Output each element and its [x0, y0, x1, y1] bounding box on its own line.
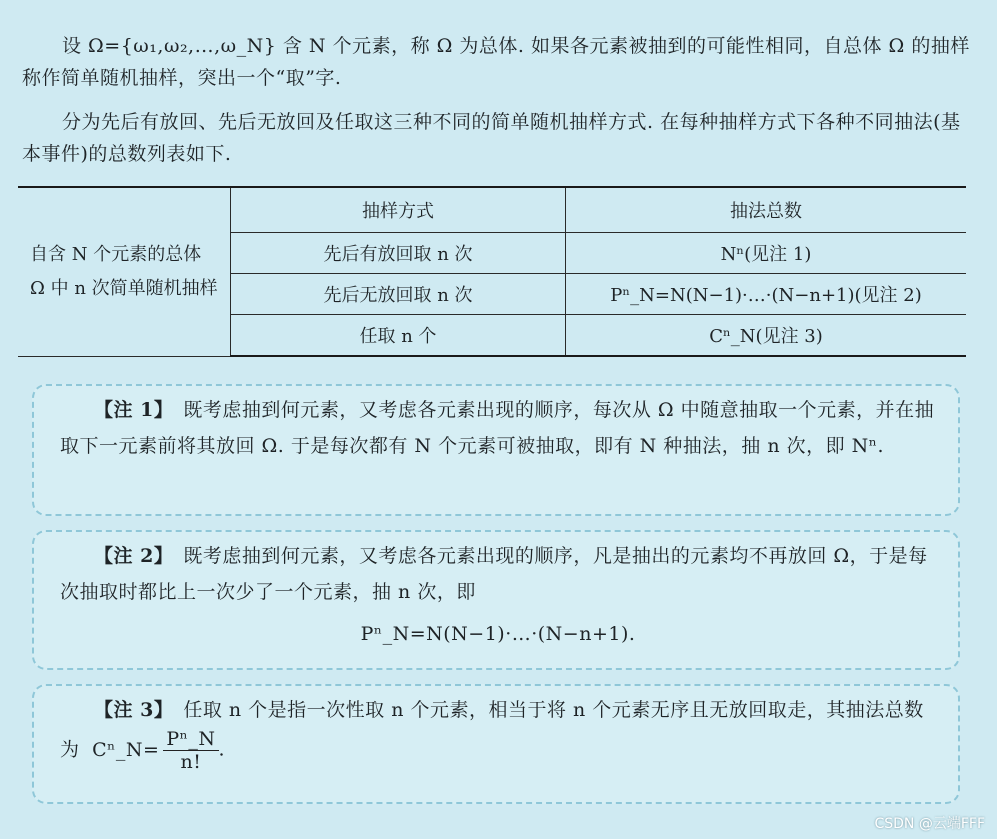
- note-3-label: 【注 3】: [94, 699, 174, 721]
- note-3-box: [32, 684, 960, 804]
- note-1-text: 既考虑抽到何元素，又考虑各元素出现的顺序，每次从 Ω 中随意抽取一个元素，并在抽取下一元素前将其放回 Ω. 于是每次都有 N 个元素可被抽取，即有 N 种抽法，抽 n 次，即 Nⁿ.: [60, 399, 935, 457]
- note-2-label: 【注 2】: [94, 545, 174, 567]
- count-cell: Pⁿ_N=N(N−1)·…·(N−n+1)(见注 2): [566, 274, 967, 315]
- note-1-label: 【注 1】: [94, 399, 174, 421]
- watermark: CSDN @云端FFF: [874, 816, 985, 832]
- intro-paragraph-1: 设 Ω={ω₁,ω₂,…,ω_N} 含 N 个元素，称 Ω 为总体. 如果各元素被抽到的可能性相同，自总体 Ω 的抽样称作简单随机抽样，突出一个“取”字.: [22, 35, 970, 89]
- count-cell: Nⁿ(见注 1): [566, 233, 967, 274]
- fraction-denominator: n!: [180, 751, 202, 773]
- method-cell: 任取 n 个: [231, 315, 566, 357]
- note-2-text: 既考虑抽到何元素，又考虑各元素出现的顺序，凡是抽出的元素均不再放回 Ω，于是每次抽取时都比上一次少了一个元素，抽 n 次，即: [60, 545, 928, 603]
- note-2-box: [32, 530, 960, 670]
- method-cell: 先后有放回取 n 次: [231, 233, 566, 274]
- note-3-formula-end: .: [218, 738, 226, 761]
- note-2-formula: Pⁿ_N=N(N−1)·…·(N−n+1).: [360, 623, 636, 645]
- sampling-table: [18, 186, 966, 358]
- table-row-header: 自含 N 个元素的总体 Ω 中 n 次简单随机抽样: [18, 187, 231, 356]
- column-header-method: 抽样方式: [231, 187, 566, 233]
- note-3-fraction: [163, 728, 218, 773]
- method-cell: 先后无放回取 n 次: [231, 274, 566, 315]
- note-1-box: [32, 384, 960, 516]
- intro-paragraph-2: 分为先后有放回、先后无放回及任取这三种不同的简单随机抽样方式. 在每种抽样方式下各种不同抽法(基本事件)的总数列表如下.: [22, 111, 961, 165]
- table-header-row: [18, 187, 966, 233]
- count-cell: Cⁿ_N(见注 3): [566, 315, 967, 357]
- fraction-numerator: Pⁿ_N: [163, 728, 218, 751]
- note-3-formula-lhs: Cⁿ_N=: [92, 738, 160, 761]
- sampling-methods-table: [18, 186, 966, 357]
- note-3-text: 任取 n 个是指一次性取 n 个元素，相当于将 n 个元素无序且无放回取走，其抽法总数为: [60, 699, 924, 761]
- column-header-count: 抽法总数: [566, 187, 967, 233]
